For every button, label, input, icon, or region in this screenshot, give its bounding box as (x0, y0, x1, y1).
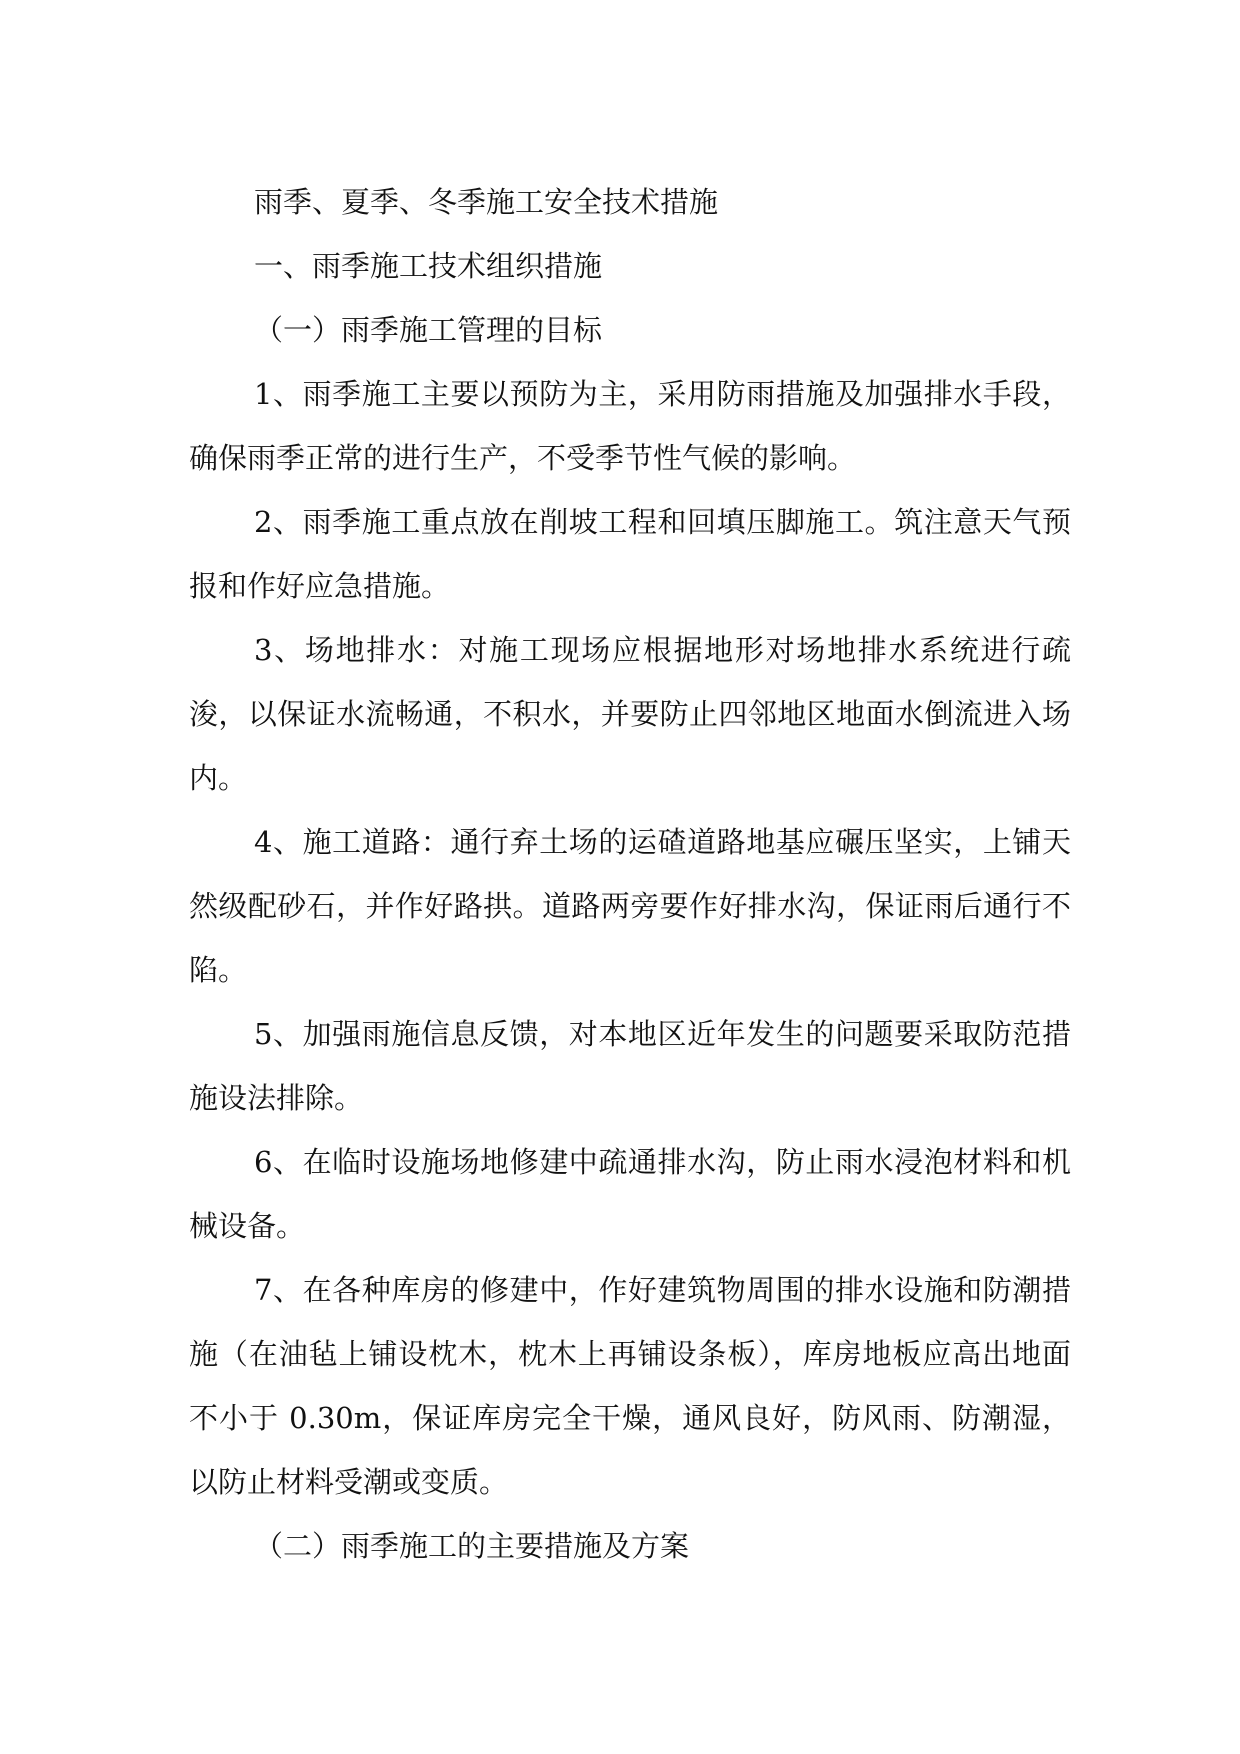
subsection-heading-1: （一）雨季施工管理的目标 (254, 313, 603, 347)
document-body (189, 170, 1071, 1578)
paragraph-item-7: 7、在各种库房的修建中，作好建筑物周围的排水设施和防潮措施（在油毡上铺设枕木，枕木上再铺设条板），库房地板应高出地面不小于 0.30m，保证库房完全干燥，通风良好，防风雨、防潮湿，以防止材料受潮或变质。 (189, 1273, 1071, 1499)
paragraph-item-2: 2、雨季施工重点放在削坡工程和回填压脚施工。筑注意天气预报和作好应急措施。 (189, 505, 1071, 603)
document-title: 雨季、夏季、冬季施工安全技术措施 (254, 185, 719, 219)
subsection-heading-2: （二）雨季施工的主要措施及方案 (254, 1529, 690, 1563)
paragraph-item-3: 3、场地排水：对施工现场应根据地形对场地排水系统进行疏浚，以保证水流畅通，不积水，并要防止四邻地区地面水倒流进入场内。 (189, 633, 1071, 795)
paragraph-item-5: 5、加强雨施信息反馈，对本地区近年发生的问题要采取防范措施设法排除。 (189, 1017, 1071, 1115)
section-heading-1: 一、雨季施工技术组织措施 (254, 249, 603, 283)
paragraph-item-6: 6、在临时设施场地修建中疏通排水沟，防止雨水浸泡材料和机械设备。 (189, 1145, 1071, 1243)
paragraph-item-1: 1、雨季施工主要以预防为主，采用防雨措施及加强排水手段，确保雨季正常的进行生产，不受季节性气候的影响。 (189, 377, 1071, 475)
paragraph-item-4: 4、施工道路：通行弃土场的运碴道路地基应碾压坚实，上铺天然级配砂石，并作好路拱。道路两旁要作好排水沟，保证雨后通行不陷。 (189, 825, 1071, 987)
